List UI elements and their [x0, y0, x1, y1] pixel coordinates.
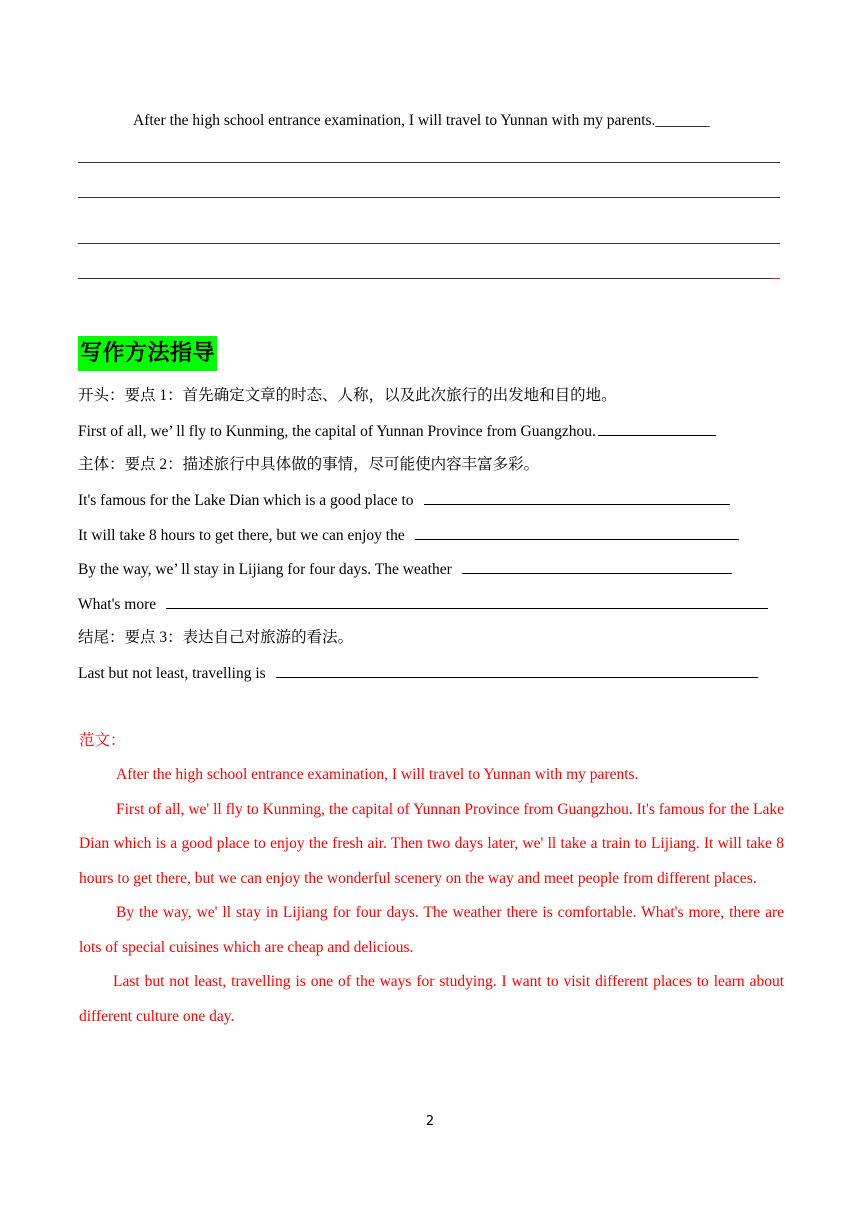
point2-cn: 主体：要点 2：描述旅行中具体做的事情，尽可能使内容丰富多彩。 [78, 456, 540, 473]
prompt-line-1 [78, 490, 730, 511]
prompt-1: It's famous for the Lake Dian which is a good place to [78, 492, 414, 509]
sample-paragraph-4: Last but not least, travelling is one of the ways for studying. I want to visit different places to learn about different culture one day. [79, 973, 784, 1025]
prompt-3: By the way, we’ ll stay in Lijiang for four days. The weather [78, 561, 452, 578]
sample-paragraph-2: First of all, we' ll fly to Kunming, the capital of Yunnan Province from Guangzhou. It's famous for the Lake Dian which is a good place to enjoy the fresh air. Then two days later, we' ll take a train to Lijiang. It will take 8 hours to get there, but we can enjoy the wonderful scenery on the way and meet people from different places. [79, 800, 784, 887]
prompt-4-blank[interactable] [166, 594, 768, 609]
writing-line-4[interactable] [78, 278, 780, 279]
point1-en-line [78, 421, 716, 442]
writing-line-2[interactable] [78, 197, 780, 198]
sample-essay [79, 758, 784, 1034]
sample-paragraph-3: By the way, we' ll stay in Lijiang for four days. The weather there is comfortable. What's more, there are lots of special cuisines which are cheap and delicious. [79, 904, 784, 956]
sample-label: 范文： [79, 732, 126, 749]
prompt-1-blank[interactable] [424, 490, 730, 505]
point3-cn: 结尾：要点 3：表达自己对旅游的看法。 [78, 629, 354, 646]
point1-cn: 开头：要点 1：首先确定文章的时态、人称，以及此次旅行的出发地和目的地。 [78, 387, 617, 404]
prompt-line-4 [78, 594, 768, 615]
prompt-line-2 [78, 525, 739, 546]
sample-paragraph-1: After the high school entrance examination, I will travel to Yunnan with my parents. [116, 766, 639, 783]
writing-line-1[interactable] [78, 162, 780, 163]
prompt-2-blank[interactable] [415, 525, 739, 540]
point3-answer-blank[interactable] [276, 663, 758, 678]
intro-trailing-blank: _______ [655, 112, 710, 129]
page-number: 2 [425, 1114, 435, 1129]
prompt-2: It will take 8 hours to get there, but we can enjoy the [78, 527, 405, 544]
prompt-3-blank[interactable] [462, 559, 732, 574]
intro-sentence: After the high school entrance examination, I will travel to Yunnan with my parents. [133, 112, 656, 129]
point1-en: First of all, we’ ll fly to Kunming, the capital of Yunnan Province from Guangzhou. [78, 423, 596, 440]
prompt-line-3 [78, 559, 732, 580]
section-heading: 写作方法指导 [80, 341, 216, 366]
intro-sentence-line [133, 111, 710, 131]
point3-en: Last but not least, travelling is [78, 665, 266, 682]
writing-line-3[interactable] [78, 243, 780, 244]
prompt-4: What's more [78, 596, 157, 613]
point3-en-line [78, 663, 758, 684]
point1-answer-blank[interactable] [598, 421, 716, 436]
